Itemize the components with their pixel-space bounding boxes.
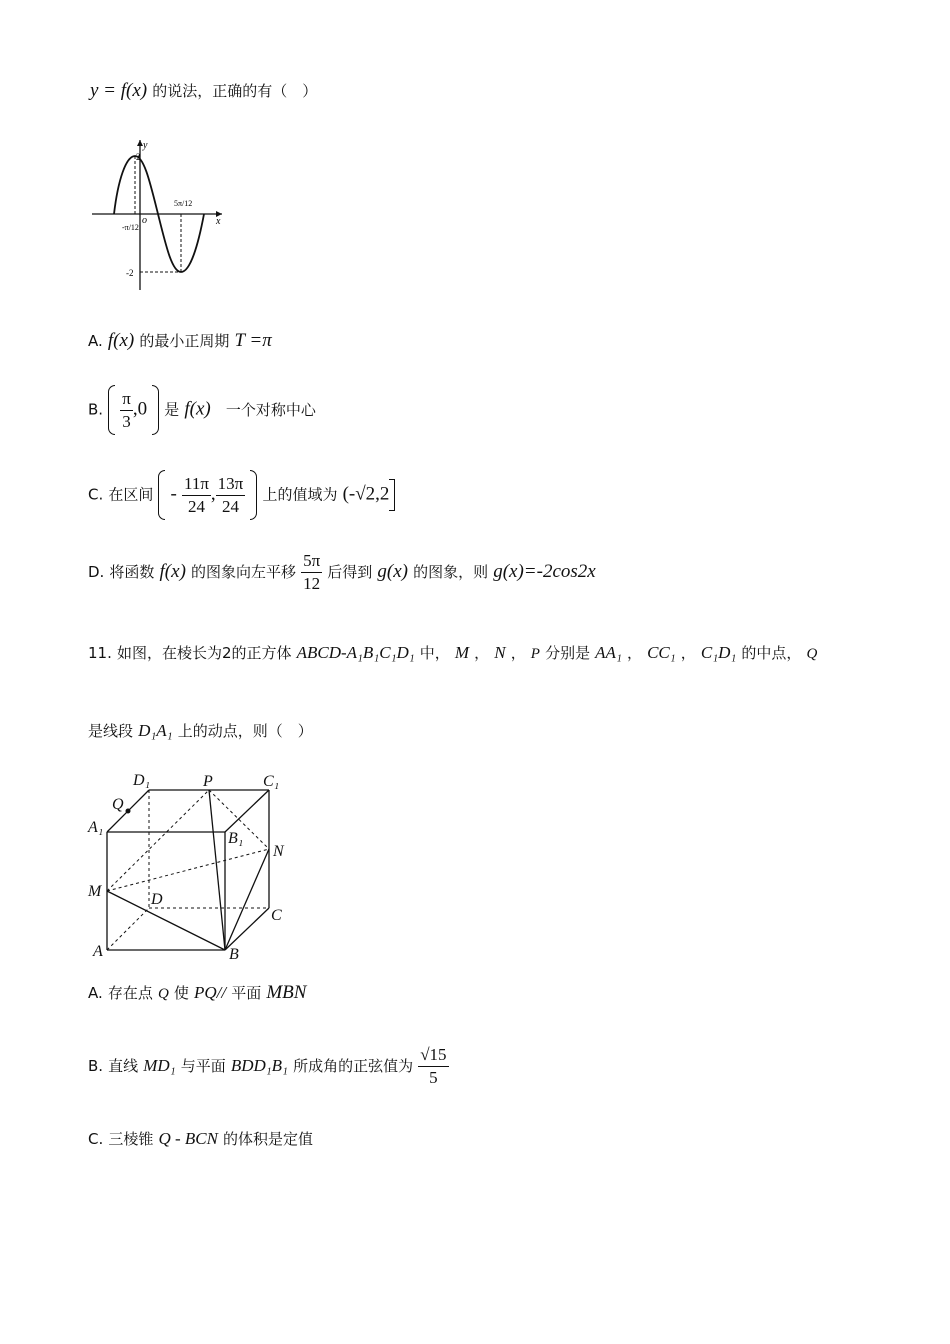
label-p: P	[203, 773, 213, 790]
label-x: x	[216, 216, 221, 227]
function-g: g(x)	[377, 561, 408, 582]
period-equation: T =π	[234, 330, 272, 351]
q10-stem	[90, 80, 317, 102]
function-f: f(x)	[184, 398, 211, 420]
segment-c1d1: C₁D₁	[700, 643, 737, 662]
option-letter: C.	[88, 1130, 104, 1148]
option-text-4: 的图象，则	[413, 563, 489, 581]
option-letter: D.	[88, 563, 105, 581]
option-text: 的最小正周期	[139, 332, 230, 350]
option-text-2: 上的值域为	[262, 485, 338, 504]
left-paren	[108, 385, 115, 435]
minus-sign: -	[170, 483, 177, 505]
label-origin: o	[142, 215, 147, 226]
q11-stem-line2	[88, 720, 313, 741]
separator: ，	[680, 644, 696, 662]
stem-text-6: 上的动点，则（ ）	[177, 722, 313, 740]
q10-option-a	[88, 330, 272, 352]
plane-bdd1b1: BDD₁B₁	[230, 1056, 288, 1075]
pq-parallel: PQ//	[194, 983, 227, 1002]
numerator: π	[120, 388, 133, 411]
label-y: y	[143, 140, 148, 151]
numerator: 5π	[301, 550, 322, 573]
point-n: N	[494, 643, 506, 662]
label-ymin: -2	[126, 268, 134, 278]
point-m: M	[454, 643, 470, 662]
fraction-11pi-24	[182, 473, 211, 518]
fraction-13pi-24	[216, 473, 246, 518]
stem-text-2: 中，	[419, 644, 450, 662]
numerator: 13π	[216, 473, 246, 496]
segment-pb	[209, 790, 225, 950]
option-text: 将函数	[109, 563, 155, 581]
right-paren	[250, 470, 257, 520]
point-q: Q	[806, 646, 818, 662]
q11-option-a	[88, 982, 306, 1004]
left-paren	[158, 470, 165, 520]
q11-stem-line1	[88, 642, 817, 663]
label-x-right: 5π/12	[174, 199, 193, 208]
cube-name: ABCD-A₁B₁C₁D₁	[296, 643, 415, 662]
denominator: 5	[429, 1068, 438, 1087]
option-text-2: 与平面	[180, 1057, 226, 1075]
separator: ，	[474, 644, 490, 662]
fraction-sqrt15-5	[418, 1044, 448, 1089]
pyramid-qbcn: Q - BCN	[158, 1129, 218, 1148]
stem-text: 的说法，正确的有（ ）	[152, 82, 318, 100]
label-b1: B₁	[228, 830, 244, 847]
segment-mb	[107, 891, 225, 950]
option-text-2: 使	[173, 984, 189, 1002]
denominator: 24	[187, 496, 205, 516]
label-d: D	[151, 891, 163, 908]
plane-mbn: MBN	[266, 982, 307, 1003]
label-q: Q	[112, 796, 124, 813]
option-letter: A.	[88, 984, 103, 1002]
option-letter: B.	[88, 1057, 104, 1075]
option-text: 在区间	[108, 485, 154, 504]
stem-text-5: 是线段	[88, 722, 134, 740]
label-m: M	[88, 883, 102, 900]
stem-text-4: 的中点，	[741, 644, 802, 662]
q10-option-c	[88, 470, 395, 520]
g-equation: g(x)=-2cos2x	[493, 561, 596, 582]
label-c1: C₁	[263, 773, 280, 790]
label-a1: A₁	[88, 819, 104, 836]
separator: ，	[626, 644, 642, 662]
label-x-left: -π/12	[122, 223, 139, 232]
function-f: f(x)	[107, 330, 135, 351]
label-d1: D₁	[133, 772, 151, 789]
q10-option-d	[88, 550, 596, 595]
option-text-3: 平面	[231, 984, 262, 1002]
point-q-dot	[126, 809, 131, 814]
stem-function: y = f(x)	[90, 80, 148, 101]
cube-figure	[85, 768, 295, 968]
option-text-2: 的体积是定值	[223, 1130, 314, 1148]
q11-option-b	[88, 1044, 449, 1089]
stem-text-1: 如图，在棱长为2的正方体	[116, 644, 292, 662]
segment-aa1: AA₁	[595, 643, 622, 662]
label-b: B	[229, 946, 239, 963]
denominator: 24	[221, 496, 239, 516]
label-n: N	[273, 843, 284, 860]
segment-cc1: CC₁	[647, 643, 676, 662]
label-ymax: 2	[136, 152, 141, 162]
segment-d1a1: D₁A₁	[138, 721, 173, 740]
stem-text-3: 分别是	[545, 644, 591, 662]
option-text: 直线	[108, 1057, 139, 1075]
option-text: 三棱锥	[108, 1130, 154, 1148]
q11-option-c	[88, 1128, 313, 1149]
fraction-pi-3	[120, 388, 133, 433]
function-f: f(x)	[159, 561, 186, 582]
edge-ad	[107, 908, 149, 950]
segment-mn	[107, 849, 269, 891]
segment-bn	[225, 849, 269, 950]
range-value: (-√2,2	[342, 483, 390, 505]
line-md1: MD₁	[143, 1056, 176, 1075]
fraction-5pi-12	[301, 550, 322, 595]
option-text: 是	[164, 400, 180, 419]
sine-graph	[88, 134, 228, 294]
separator: ，	[510, 644, 526, 662]
point-p: P	[530, 646, 540, 662]
option-text-3: 所成角的正弦值为	[293, 1057, 414, 1075]
option-letter: C.	[88, 485, 104, 504]
point-q: Q	[157, 986, 169, 1002]
denominator: 12	[303, 574, 321, 593]
edge-bc	[225, 908, 269, 950]
numerator: 11π	[182, 473, 211, 496]
numerator: √15	[418, 1044, 448, 1067]
edge-b1c1	[225, 790, 269, 832]
question-number: 11.	[88, 644, 112, 662]
q10-option-b	[88, 385, 316, 435]
option-text: 存在点	[107, 984, 153, 1002]
label-a: A	[93, 943, 103, 960]
right-bracket	[389, 479, 395, 511]
point-y: ,0	[132, 398, 148, 420]
denominator: 3	[122, 411, 131, 431]
option-text-3: 后得到	[327, 563, 373, 581]
option-text-2: 一个对称中心	[225, 400, 316, 419]
option-letter: B.	[88, 400, 104, 419]
option-letter: A.	[88, 332, 103, 350]
option-text-2: 的图象向左平移	[191, 563, 297, 581]
comma: ,	[210, 483, 216, 505]
right-paren	[152, 385, 159, 435]
label-c: C	[271, 907, 282, 924]
